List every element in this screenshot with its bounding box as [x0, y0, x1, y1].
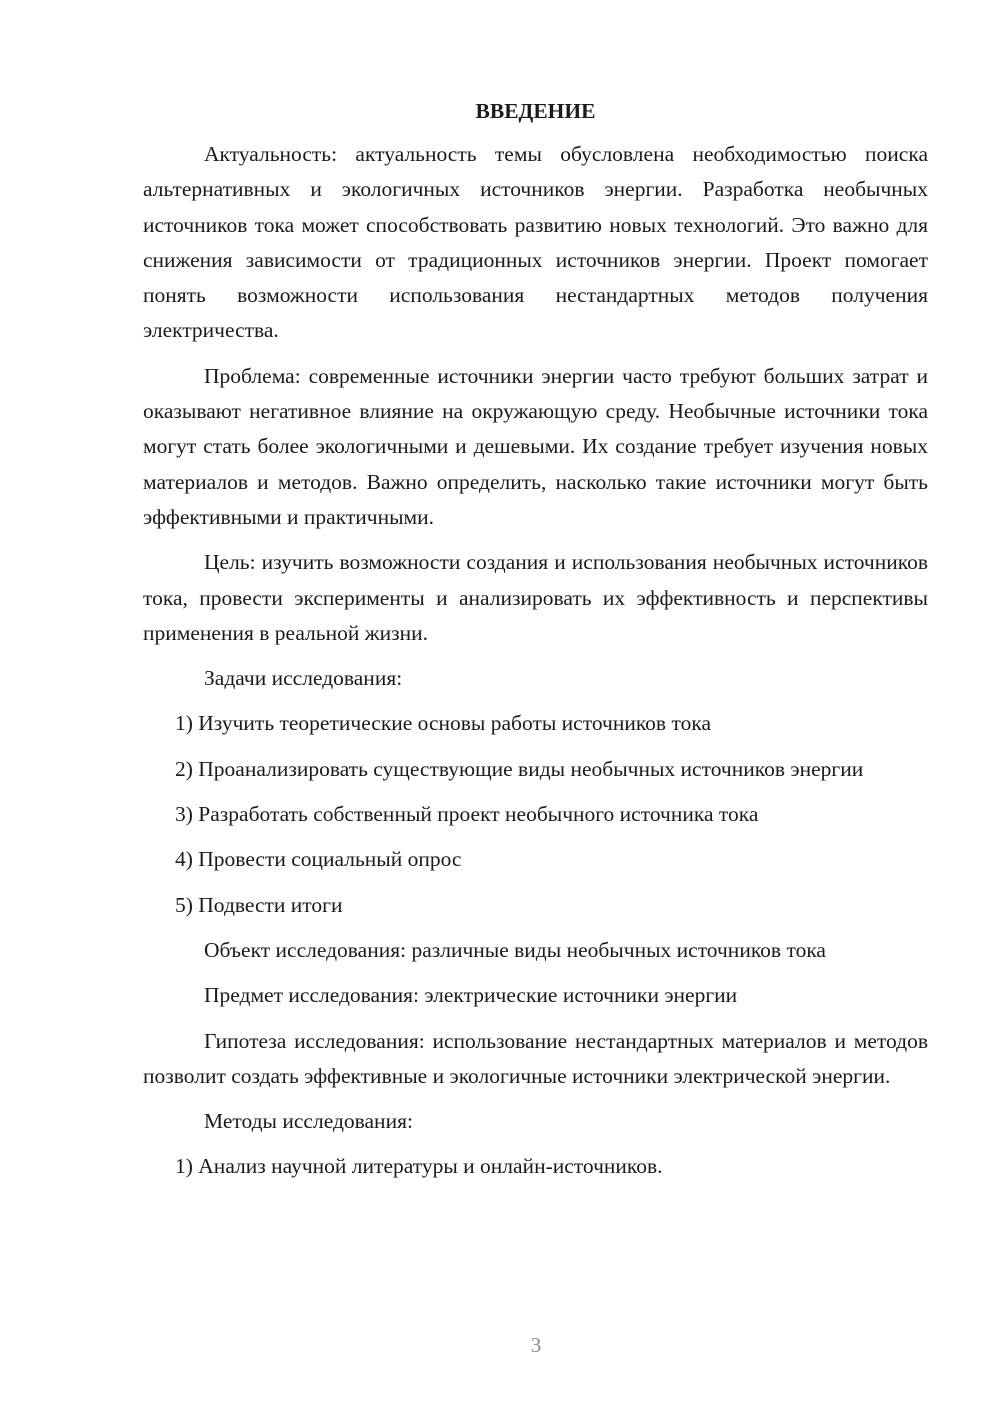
task-item: 2) Проанализировать существующие виды необычных источников энергии — [175, 756, 864, 781]
hypothesis-paragraph: Гипотеза исследования: использование нестандартных материалов и методов позволит создать эффективные и экологичные источники электрической энергии. — [143, 1028, 928, 1088]
tasks-heading: Задачи исследования: — [204, 666, 403, 691]
subject-paragraph: Предмет исследования: электрические источники энергии — [204, 983, 738, 1008]
object-paragraph: Объект исследования: различные виды необычных источников тока — [204, 937, 826, 962]
goal-paragraph: Цель: изучить возможности создания и использования необычных источников тока, провести эксперименты и анализировать их эффективность и перспективы применения в реальной жизни. — [143, 550, 928, 645]
task-item: 5) Подвести итоги — [175, 892, 343, 917]
task-item: 4) Провести социальный опрос — [175, 847, 462, 872]
page-number: 3 — [530, 1333, 542, 1357]
problem-paragraph: Проблема: современные источники энергии часто требуют больших затрат и оказывают негативное влияние на окружающую среду. Необычные источники тока могут стать более экологичными и дешевыми. Их создание требует изучения новых материалов и методов. Важно определить, насколько такие источники могут быть эффективными и практичными. — [143, 363, 928, 529]
task-item: 3) Разработать собственный проект необычного источника тока — [175, 802, 759, 827]
task-item: 1) Изучить теоретические основы работы источников тока — [175, 711, 711, 736]
methods-heading: Методы исследования: — [204, 1109, 413, 1134]
section-title: ВВЕДЕНИЕ — [475, 99, 596, 123]
method-item: 1) Анализ научной литературы и онлайн-источников. — [175, 1154, 663, 1179]
relevance-paragraph: Актуальность: актуальность темы обусловлена необходимостью поиска альтернативных и экологичных источников энергии. Разработка необычных источников тока может способствовать развитию новых технологий. Это важно для снижения зависимости от традиционных источников энергии. Проект помогает понять возможности использования нестандартных методов получения электричества. — [143, 142, 928, 343]
